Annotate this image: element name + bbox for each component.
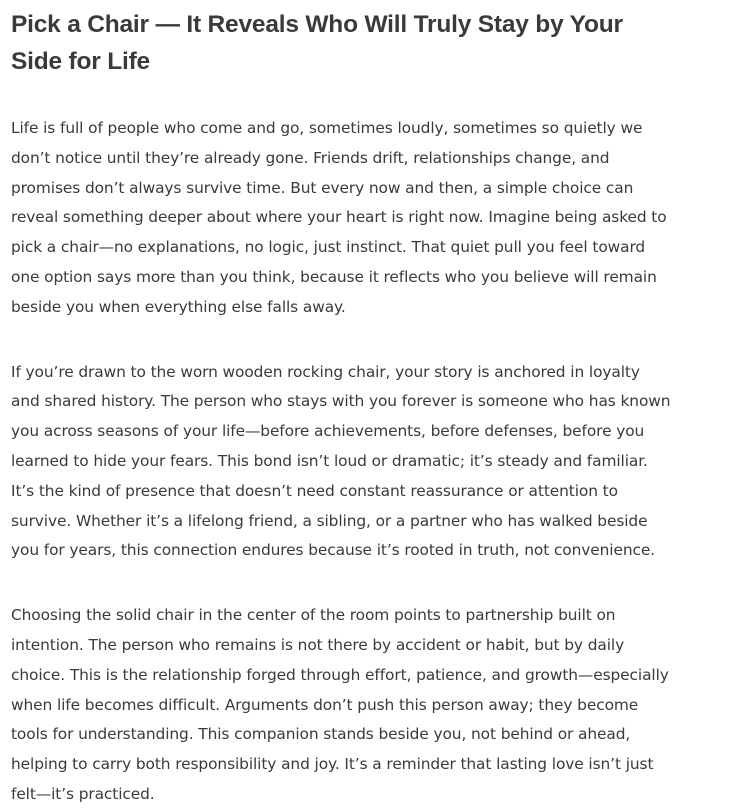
- article-paragraph: Life is full of people who come and go, sometimes loudly, sometimes so quietly we don’t notice until they’re already gone. Friends drift, relationships change, and promises don’t always survive time. But every now and then, a simple choice can reveal something deeper about where your heart is right now. Imagine being asked to pick a chair—no explanations, no logic, just instinct. That quiet pull you feel toward one option says more than you think, because it reflects who you believe will remain beside you when everything else falls away.: [11, 119, 667, 316]
- article-title: Pick a Chair — It Reveals Who Will Truly Stay by Your Side for Life: [11, 11, 623, 75]
- article-paragraph: If you’re drawn to the worn wooden rocking chair, your story is anchored in loyalty and shared history. The person who stays with you forever is someone who has known you across seasons of your life—before achievements, before defenses, before you learned to hide your fears. This bond isn’t loud or dramatic; it’s steady and familiar. It’s the kind of presence that doesn’t need constant reassurance or attention to survive. Whether it’s a lifelong friend, a sibling, or a partner who has walked beside you for years, this connection endures because it’s rooted in truth, not convenience.: [11, 362, 671, 560]
- article-paragraph: Choosing the solid chair in the center of the room points to partnership built on intention. The person who remains is not there by accident or habit, but by daily choice. This is the relationship forged through effort, patience, and growth—especially when life becomes difficult. Arguments don’t push this person away; they become tools for understanding. This companion stands beside you, not behind or ahead, helping to carry both responsibility and joy. It’s a reminder that lasting love isn’t just felt—it’s practiced.: [11, 606, 669, 803]
- article: [11, 0, 671, 810]
